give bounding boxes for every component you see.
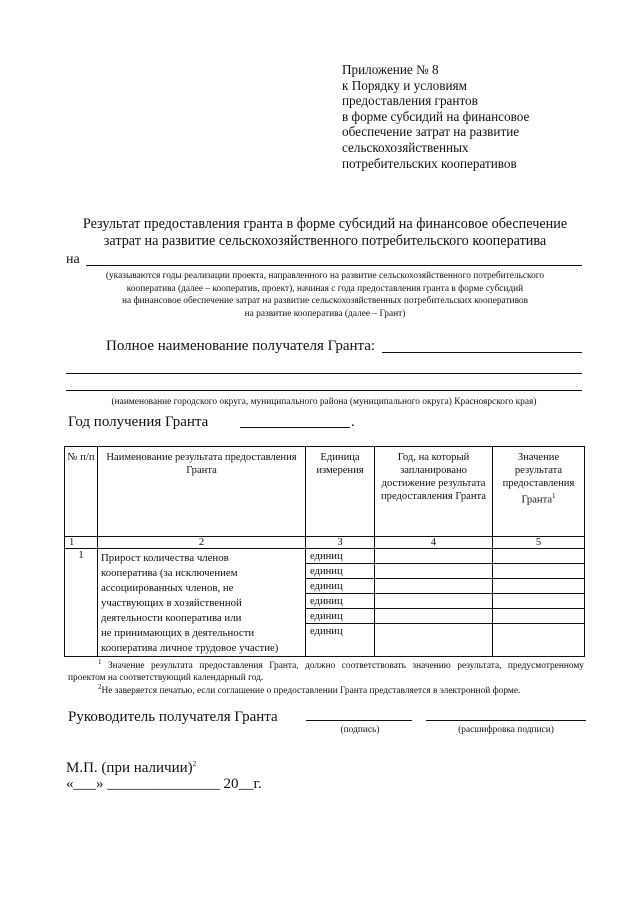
period-note-line-3: на финансовое обеспечение затрат на развитие сельскохозяйственных потребительских кооперативов [121, 296, 529, 307]
year-cell[interactable] [375, 579, 492, 594]
row-units [306, 549, 375, 657]
signature-fill-line[interactable] [306, 720, 412, 721]
appendix-line-6: сельскохозяйственных [342, 139, 469, 155]
value-cell[interactable] [493, 609, 584, 624]
footnote-2 [68, 681, 584, 697]
row-name-line-2: кооператива (за исключением [101, 567, 238, 579]
col-number-4: 4 [375, 537, 493, 549]
row-values [493, 549, 585, 657]
year-fill-line[interactable] [240, 427, 350, 428]
footnote-2-mark: 2 [98, 683, 102, 691]
col-number-2: 2 [98, 537, 306, 549]
period-note-line-1: (указываются годы реализации проекта, направленного на развитие сельскохозяйственного потребительского [105, 271, 545, 281]
signature-decode-fill-line[interactable] [426, 720, 586, 721]
year-cell[interactable] [375, 624, 492, 638]
footnote-1-text: Значение результата предоставления Гранта, должно соответствовать значению результата, предусмотренному проектом на соответствующий календарный год. [68, 661, 584, 684]
results-table [64, 446, 585, 657]
header-value [493, 447, 585, 537]
value-cell[interactable] [493, 564, 584, 579]
appendix-line-7: потребительских кооперативов [342, 155, 517, 171]
period-note-line-2: кооператива (далее – кооператив, проект), начиная с года предоставления гранта в форме субсидий [126, 283, 524, 294]
row-name [98, 549, 306, 657]
unit-cell: единиц [306, 594, 374, 609]
recipient-label: Полное наименование получателя Гранта: [106, 338, 376, 354]
unit-cell: единиц [310, 626, 343, 637]
row-name-line-6: не принимающих в деятельности [101, 627, 255, 639]
value-cell[interactable] [493, 549, 584, 564]
col-number-5: 5 [493, 537, 585, 549]
period-note [60, 270, 590, 320]
header-value-text: Значение результата предоставления Гранта [502, 452, 575, 506]
value-cell[interactable] [493, 594, 584, 609]
table-col-numbers-row [65, 537, 585, 549]
unit-cell: единиц [306, 609, 374, 624]
year-label: Год получения Гранта [68, 414, 209, 430]
title-line-2: затрат на развитие сельскохозяйственного потребительского кооператива [103, 233, 547, 249]
unit-cell: единиц [306, 579, 374, 594]
unit-cell: единиц [306, 564, 374, 579]
unit-cell: единиц [306, 549, 374, 564]
header-value-sup: 1 [552, 492, 556, 500]
col-number-1: 1 [65, 537, 98, 549]
year-cell[interactable] [375, 564, 492, 579]
footnote-1-mark: 1 [98, 658, 102, 666]
header-name: Наименование результата предоставления Гранта [98, 447, 306, 537]
date-line: «___» _______________ 20__г. [66, 776, 262, 792]
year-cell[interactable] [375, 594, 492, 609]
row-name-line-7: кооператива личное трудовое участие) [101, 642, 279, 654]
stamp-label [66, 760, 196, 777]
header-num: № п/п [65, 447, 98, 537]
table-header-row [65, 447, 585, 537]
stamp-sup: 2 [192, 760, 197, 768]
row-name-line-3: ассоциированных членов, не [101, 582, 234, 594]
head-signature-label: Руководитель получателя Гранта [68, 709, 278, 725]
recipient-fill-line-2[interactable] [66, 373, 582, 374]
footnote-1 [68, 656, 584, 684]
row-years [375, 549, 493, 657]
value-cell[interactable] [493, 579, 584, 594]
document-title [60, 216, 590, 250]
title-line-1: Результат предоставления гранта в форме субсидий на финансовое обеспечение [82, 216, 568, 232]
value-cell[interactable] [493, 624, 584, 638]
year-dot: . [351, 414, 355, 430]
footnote-2-text: Не заверяется печатью, если соглашение о предоставлении Гранта представляется в электронной форме. [101, 686, 521, 697]
header-unit: Единица измерения [306, 447, 375, 537]
year-cell[interactable] [375, 609, 492, 624]
recipient-fill-line[interactable] [382, 352, 582, 353]
period-fill-line[interactable] [86, 265, 582, 266]
appendix-line-3: предоставления грантов [342, 93, 478, 109]
signature-caption: (подпись) [340, 725, 380, 735]
recipient-fill-line-3[interactable] [66, 390, 582, 391]
stamp-text: М.П. (при наличии) [66, 760, 193, 776]
table-row [65, 549, 585, 657]
row-name-line-4: участвующих в хозяйственной [101, 597, 242, 609]
region-note: (наименование городского округа, муниципального района (муниципального округа) Красноярского края) [111, 397, 537, 407]
appendix-line-4: в форме субсидий на финансовое [342, 108, 530, 124]
row-name-line-1: Прирост количества членов [101, 552, 229, 564]
header-year: Год, на который запланировано достижение результата предоставления Гранта [375, 447, 493, 537]
appendix-line-1: Приложение № 8 [342, 62, 439, 77]
appendix-header [342, 62, 622, 171]
row-name-line-5: деятельности кооператива или [101, 612, 242, 624]
year-cell[interactable] [375, 549, 492, 564]
appendix-line-2: к Порядку и условиям [342, 77, 467, 93]
period-note-line-4: на развитие кооператива (далее – Грант) [244, 308, 406, 319]
appendix-line-5: обеспечение затрат на развитие [342, 124, 520, 140]
row-num: 1 [65, 549, 98, 657]
signature-decode-caption: (расшифровка подписи) [458, 725, 554, 735]
col-number-3: 3 [306, 537, 375, 549]
title-prefix: на [66, 252, 80, 267]
